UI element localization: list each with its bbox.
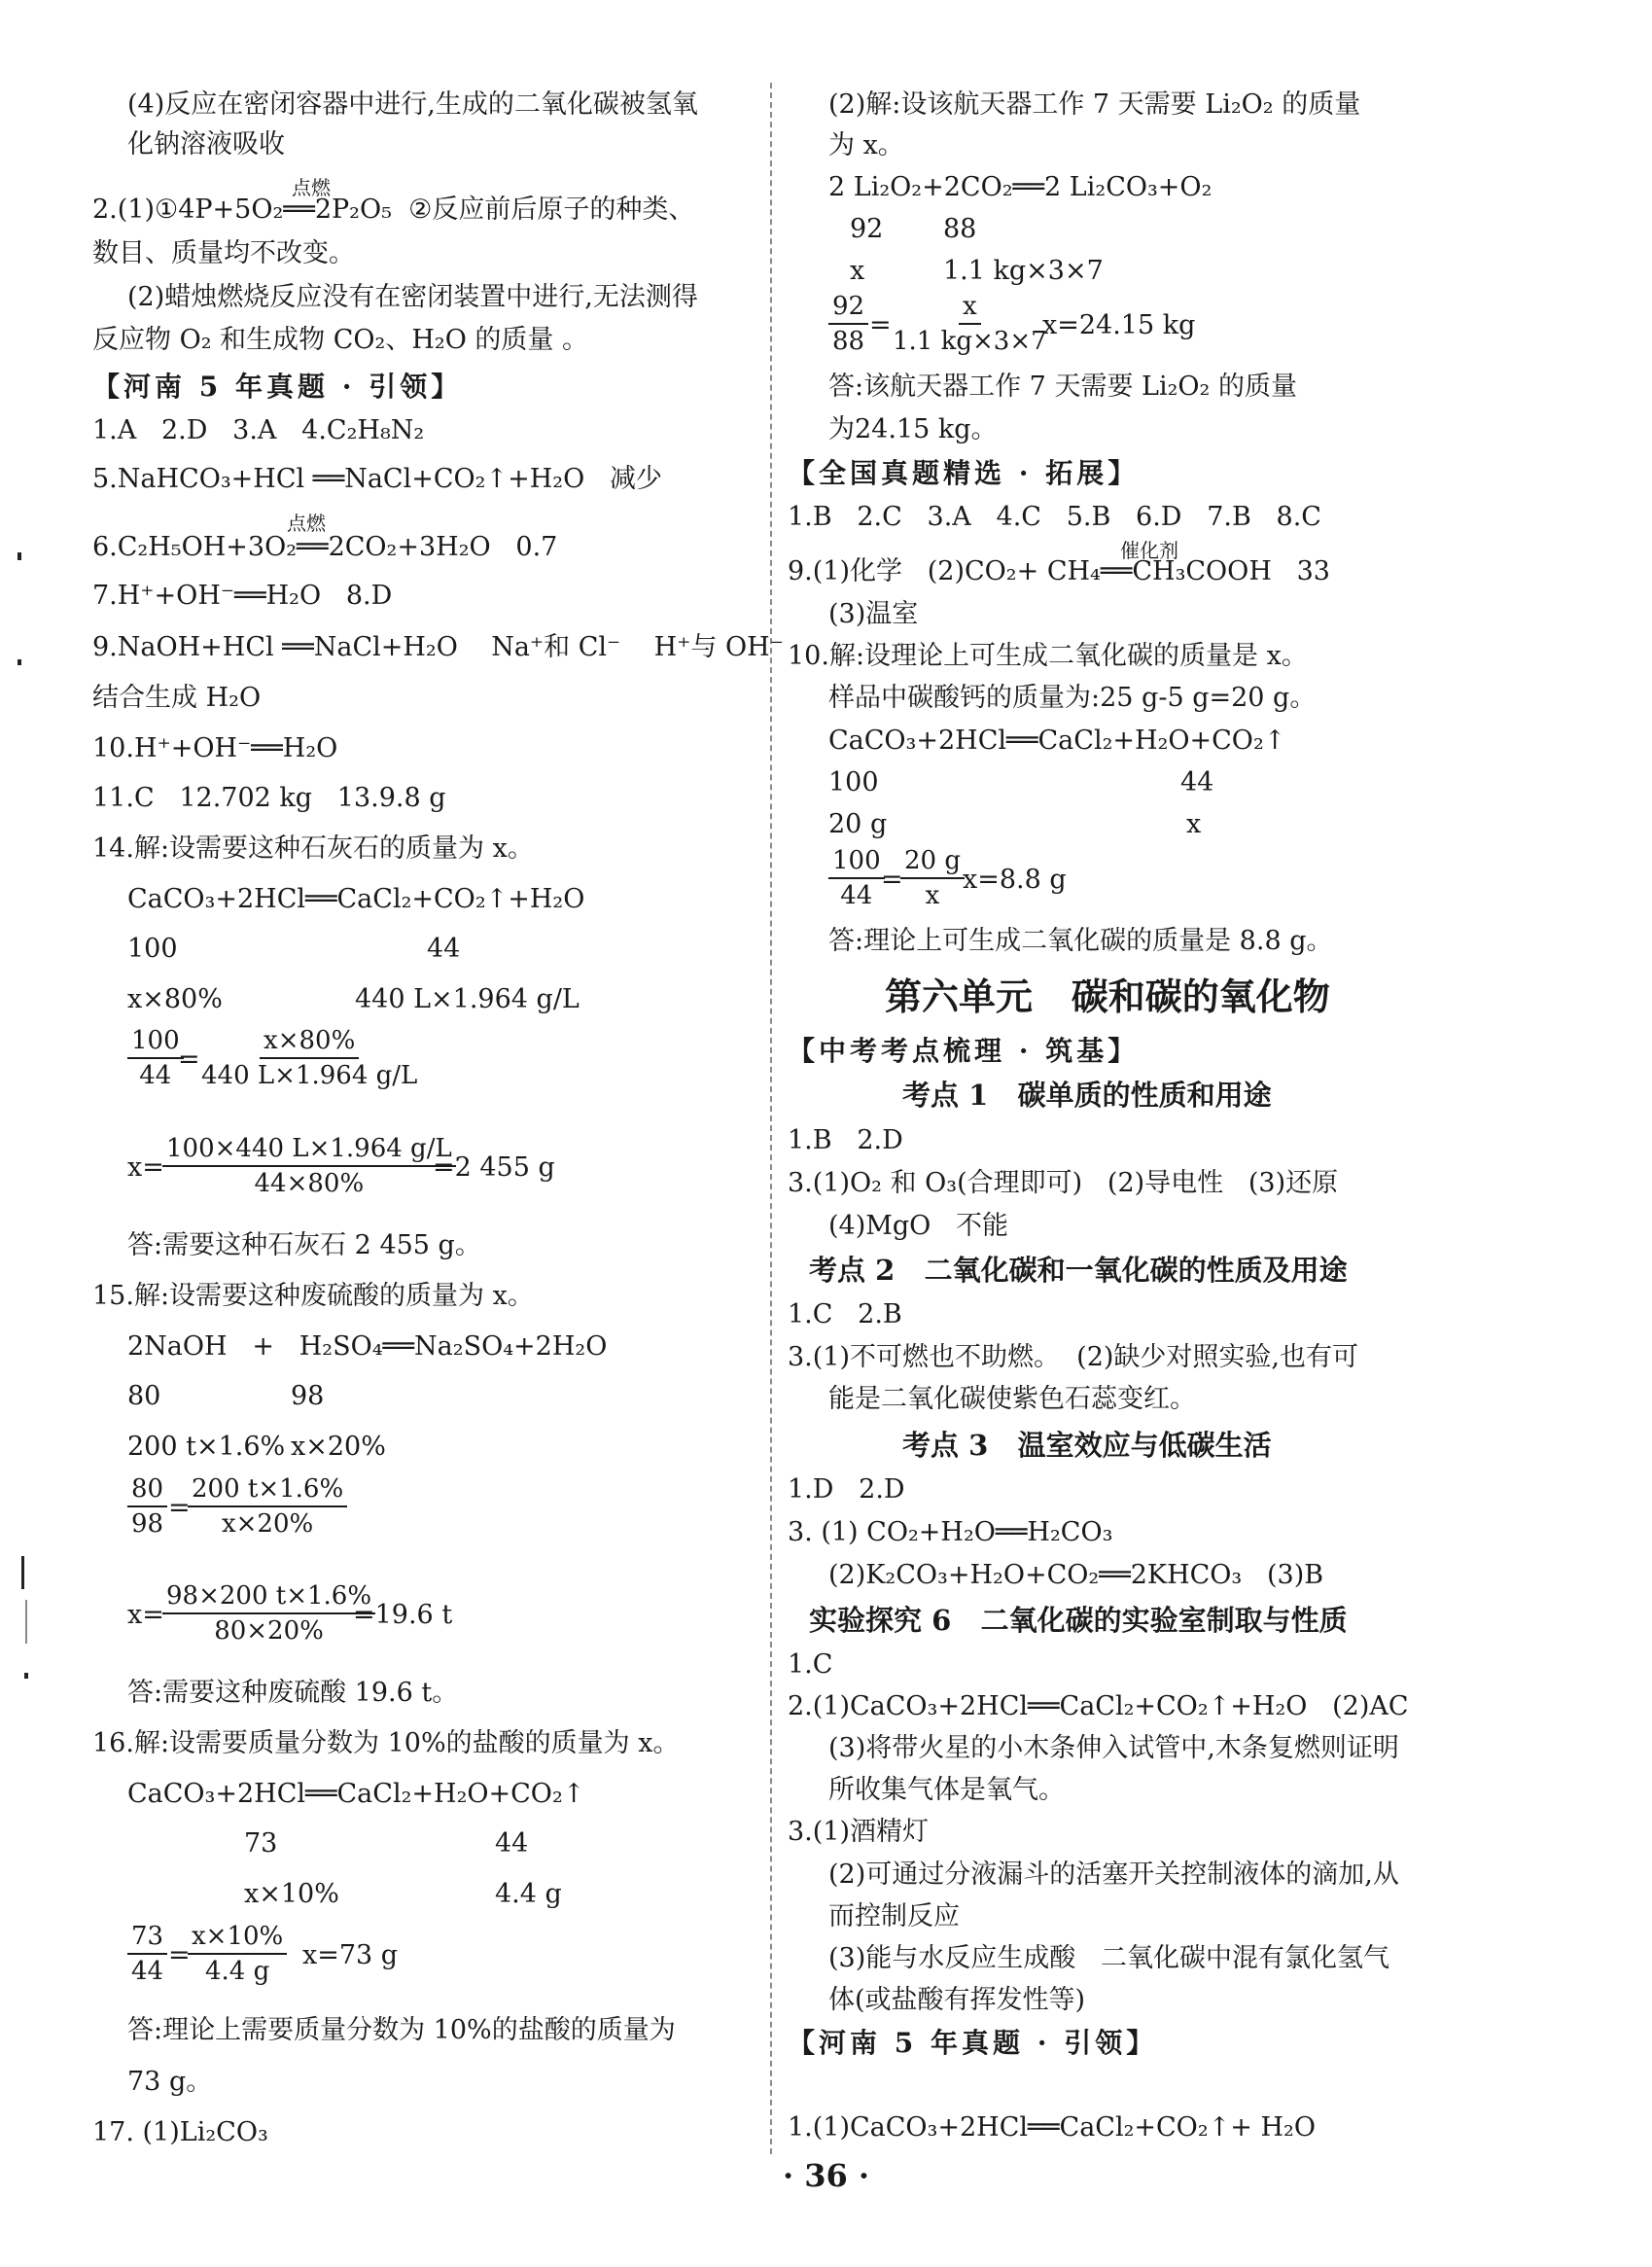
- fraction-denominator: x: [925, 881, 940, 910]
- answer-line: 16.解:设需要质量分数为 10%的盐酸的质量为 x。: [92, 1728, 680, 1758]
- fraction-denominator: x×20%: [221, 1509, 314, 1539]
- answer-line: 10.H⁺+OH⁻══H₂O: [92, 733, 338, 763]
- fraction-denominator: 98: [131, 1509, 164, 1539]
- math-text: =2 455 g: [433, 1152, 555, 1183]
- math-text: x=24.15 kg: [1042, 310, 1196, 340]
- fraction: [127, 1474, 167, 1539]
- answer-line: 答:理论上需要质量分数为 10%的盐酸的质量为: [127, 2015, 676, 2045]
- equals-sign: =: [178, 1045, 200, 1075]
- answer-line: 1.C 2.B: [788, 1299, 902, 1329]
- math-text: x=73 g: [302, 1940, 399, 1970]
- equation-line: 2 Li₂O₂+2CO₂══2 Li₂CO₃+O₂: [828, 172, 1213, 202]
- equals-sign: =: [168, 1493, 191, 1523]
- equation-value: 73: [244, 1828, 278, 1859]
- fraction: [162, 1581, 375, 1646]
- answer-line: 答:该航天器工作 7 天需要 Li₂O₂ 的质量: [828, 372, 1297, 402]
- text-line: (2)蜡烛燃烧反应没有在密闭装置中进行,无法测得: [127, 282, 698, 312]
- equation-value: 1.1 kg×3×7: [943, 256, 1104, 286]
- reaction-condition: 催化剂: [1120, 539, 1178, 562]
- answer-line: 3.(1)酒精灯: [788, 1817, 930, 1847]
- answer-line: (2)K₂CO₃+H₂O+CO₂══2KHCO₃ (3)B: [828, 1560, 1324, 1590]
- fraction: [197, 1026, 421, 1090]
- section-heading: 【河南 5 年真题 · 引领】: [92, 371, 463, 403]
- answer-line: 9.(1)化学 (2)CO₂+ CH₄══CH₃COOH 33: [788, 556, 1330, 586]
- equals-sign: =: [168, 1940, 191, 1970]
- section-heading: 【河南 5 年真题 · 引领】: [788, 2027, 1158, 2059]
- fraction: [828, 292, 868, 356]
- math-text: x=8.8 g: [963, 865, 1067, 895]
- equation-value: 100: [828, 767, 879, 797]
- fraction-numerator: 80: [127, 1474, 167, 1507]
- answer-line: (3)能与水反应生成酸 二氧化碳中混有氯化氢气: [828, 1943, 1389, 1973]
- answer-line: 1.B 2.C 3.A 4.C 5.B 6.D 7.B 8.C: [788, 502, 1321, 532]
- equation-value: 80: [127, 1381, 161, 1411]
- reaction-condition: 点燃: [292, 176, 331, 199]
- equation-line: CaCO₃+2HCl══CaCl₂+H₂O+CO₂↑: [127, 1779, 585, 1809]
- answer-line: (2)可通过分液漏斗的活塞开关控制液体的滴加,从: [828, 1860, 1399, 1890]
- answer-line: 所收集气体是氧气。: [828, 1775, 1065, 1805]
- answer-line: (3)将带火星的小木条伸入试管中,木条复燃则证明: [828, 1733, 1399, 1763]
- column-divider: [770, 83, 772, 2154]
- equation-value: 20 g: [828, 809, 888, 839]
- math-text: x=: [127, 1152, 164, 1183]
- equals-sign: =: [881, 865, 903, 895]
- answer-line: 17. (1)Li₂CO₃: [92, 2117, 268, 2147]
- answer-line: 而控制反应: [828, 1901, 960, 1931]
- equation-value: x×80%: [127, 984, 223, 1014]
- fraction: [162, 1134, 456, 1198]
- equation-value: x: [850, 256, 865, 286]
- answer-line: 73 g。: [127, 2067, 213, 2097]
- fraction: [900, 846, 965, 910]
- answer-line: 10.解:设理论上可生成二氧化碳的质量是 x。: [788, 641, 1308, 671]
- answer-line: 6.C₂H₅OH+3O₂══2CO₂+3H₂O 0.7: [92, 532, 558, 562]
- answer-line: 2.(1)CaCO₃+2HCl══CaCl₂+CO₂↑+H₂O (2)AC: [788, 1691, 1409, 1721]
- page-number: · 36 ·: [782, 2157, 870, 2194]
- fraction-numerator: 73: [127, 1922, 167, 1955]
- equation-value: 100: [127, 934, 178, 964]
- answer-line: 1.(1)CaCO₃+2HCl══CaCl₂+CO₂↑+ H₂O: [788, 2112, 1316, 2143]
- fraction-numerator: 100: [828, 846, 885, 879]
- fraction-denominator: 44: [131, 1957, 164, 1986]
- text-line: 样品中碳酸钙的质量为:25 g-5 g=20 g。: [828, 683, 1317, 713]
- answer-line: 结合生成 H₂O: [92, 683, 262, 713]
- answer-line: 1.C: [788, 1649, 833, 1680]
- fraction-denominator: 1.1 kg×3×7: [893, 327, 1047, 356]
- section-heading: 【中考考点梳理 · 筑基】: [788, 1035, 1140, 1067]
- fraction-numerator: 100×440 L×1.964 g/L: [162, 1134, 456, 1167]
- topic-heading: 考点 2 二氧化碳和一氧化碳的性质及用途: [809, 1254, 1348, 1287]
- equation-value: x×10%: [244, 1879, 339, 1909]
- answer-line: 14.解:设需要这种石灰石的质量为 x。: [92, 833, 534, 864]
- answer-line: 1.A 2.D 3.A 4.C₂H₈N₂: [92, 415, 425, 445]
- fraction-denominator: 440 L×1.964 g/L: [201, 1061, 418, 1090]
- answer-line: 体(或盐酸有挥发性等): [828, 1985, 1086, 2015]
- fraction: [828, 846, 885, 910]
- fraction: [188, 1474, 347, 1539]
- fraction-denominator: 44×80%: [254, 1169, 365, 1198]
- equation-value: 200 t×1.6%: [127, 1432, 286, 1462]
- answer-line: 11.C 12.702 kg 13.9.8 g: [92, 783, 446, 813]
- equals-sign: =: [869, 310, 892, 340]
- equation-value: x×20%: [291, 1432, 386, 1462]
- fraction-numerator: x: [959, 292, 981, 325]
- equation-value: 44: [427, 934, 461, 964]
- fraction: [188, 1922, 287, 1986]
- answer-line: 9.NaOH+HCl ══NaCl+H₂O Na⁺和 Cl⁻ H⁺与 OH⁻: [92, 632, 784, 662]
- equation-value: 44: [1180, 767, 1214, 797]
- answer-line: 7.H⁺+OH⁻══H₂O 8.D: [92, 581, 393, 611]
- fraction-denominator: 44: [139, 1061, 172, 1090]
- topic-heading: 实验探究 6 二氧化碳的实验室制取与性质: [809, 1604, 1348, 1637]
- answer-line: 为24.15 kg。: [828, 414, 998, 444]
- text-line: 化钠溶液吸收: [127, 129, 285, 159]
- fraction-numerator: x×80%: [260, 1026, 359, 1059]
- equation-value: x: [1186, 809, 1202, 839]
- equation-line: CaCO₃+2HCl══CaCl₂+H₂O+CO₂↑: [828, 726, 1286, 756]
- fraction-denominator: 4.4 g: [204, 1957, 270, 1986]
- scan-mark: [18, 552, 21, 560]
- text-line: 反应物 O₂ 和生成物 CO₂、H₂O 的质量 。: [92, 325, 588, 355]
- fraction-numerator: 98×200 t×1.6%: [162, 1581, 375, 1614]
- answer-line: 15.解:设需要这种废硫酸的质量为 x。: [92, 1281, 534, 1311]
- text-line: 为 x。: [828, 130, 904, 160]
- answer-line: 答:需要这种废硫酸 19.6 t。: [127, 1678, 459, 1708]
- topic-heading: 考点 3 温室效应与低碳生活: [902, 1429, 1272, 1462]
- scan-mark: [25, 1600, 27, 1644]
- equation-line: CaCO₃+2HCl══CaCl₂+CO₂↑+H₂O: [127, 884, 585, 914]
- text-line: 数目、质量均不改变。: [92, 238, 355, 268]
- section-heading: 【全国真题精选 · 拓展】: [788, 457, 1140, 489]
- equation-value: 440 L×1.964 g/L: [355, 984, 580, 1014]
- answer-line: 答:需要这种石灰石 2 455 g。: [127, 1230, 481, 1260]
- math-text: =19.6 t: [353, 1600, 453, 1630]
- fraction-numerator: 200 t×1.6%: [188, 1474, 347, 1507]
- topic-heading: 考点 1 碳单质的性质和用途: [902, 1079, 1272, 1112]
- answer-line: 1.D 2.D: [788, 1474, 905, 1505]
- answer-line: 答:理论上可生成二氧化碳的质量是 8.8 g。: [828, 926, 1333, 956]
- fraction-numerator: 20 g: [900, 846, 965, 879]
- text-line: (2)解:设该航天器工作 7 天需要 Li₂O₂ 的质量: [828, 89, 1361, 120]
- answer-line: (3)温室: [828, 599, 919, 629]
- equation-value: 92: [850, 214, 884, 244]
- scan-mark: [18, 659, 21, 665]
- text-line: 2.(1)①4P+5O₂══2P₂O₅ ②反应前后原子的种类、: [92, 195, 695, 225]
- equation-value: 44: [495, 1828, 529, 1859]
- answer-line: (4)MgO 不能: [828, 1211, 1009, 1241]
- fraction-numerator: 100: [127, 1026, 184, 1059]
- answer-line: 5.NaHCO₃+HCl ══NaCl+CO₂↑+H₂O 减少: [92, 464, 662, 494]
- answer-line: 能是二氧化碳使紫色石蕊变红。: [828, 1384, 1196, 1414]
- equation-value: 88: [943, 214, 977, 244]
- answer-line: 1.B 2.D: [788, 1125, 903, 1155]
- unit-title: 第六单元 碳和碳的氧化物: [885, 974, 1330, 1018]
- text-line: (4)反应在密闭容器中进行,生成的二氧化碳被氢氧: [127, 89, 698, 120]
- scan-mark: [21, 1556, 24, 1589]
- fraction: [889, 292, 1051, 356]
- fraction: [127, 1922, 167, 1986]
- equation-line: 2NaOH + H₂SO₄══Na₂SO₄+2H₂O: [127, 1331, 608, 1362]
- fraction-numerator: 92: [828, 292, 868, 325]
- fraction-denominator: 88: [832, 327, 865, 356]
- reaction-condition: 点燃: [287, 512, 326, 535]
- answer-line: 3.(1)不可燃也不助燃。 (2)缺少对照实验,也有可: [788, 1342, 1358, 1372]
- answer-line: 3. (1) CO₂+H₂O══H₂CO₃: [788, 1517, 1113, 1547]
- fraction: [127, 1026, 184, 1090]
- equation-value: 98: [291, 1381, 325, 1411]
- fraction-numerator: x×10%: [188, 1922, 287, 1955]
- math-text: x=: [127, 1600, 164, 1630]
- fraction-denominator: 80×20%: [214, 1616, 324, 1646]
- equation-value: 4.4 g: [495, 1879, 562, 1909]
- scan-mark: [24, 1673, 28, 1679]
- fraction-denominator: 44: [840, 881, 873, 910]
- answer-line: 3.(1)O₂ 和 O₃(合理即可) (2)导电性 (3)还原: [788, 1168, 1339, 1198]
